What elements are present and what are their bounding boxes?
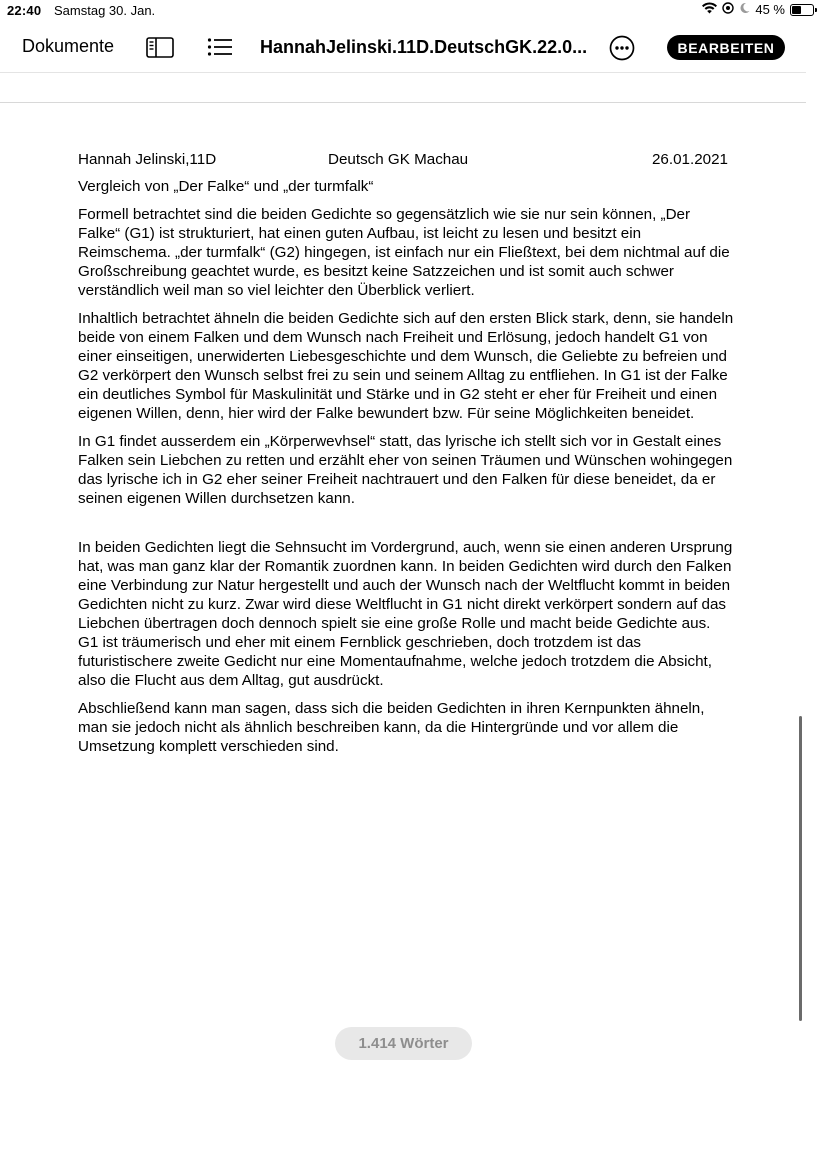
header-date: 26.01.2021 [651, 151, 728, 168]
wifi-icon [702, 2, 717, 17]
paragraph: In beiden Gedichten liegt die Sehnsucht im Vordergrund, auch, wenn sie einen anderen Ursprung hat, was man ganz klar der Romantik zuordnen kann. In beiden Gedichten wird durch den Falken eine Verbindung zur Natur hergestellt und auch der Wunsch nach der Weltflucht kommt in beiden Gedichten nicht zu kurz. Zwar wird diese Weltflucht in G1 nicht direkt verkörpert sondern auf das Liebchen übertragen doch dennoch spielt sie eine große Rolle und macht beide Gedichte aus. G1 ist träumerisch und eher mit einem Fernblick geschrieben, doch trotzdem ist das futuristischere zweite Gedicht nur eine Momentaufnahme, welche jedoch trotzdem die Absicht, also die Flucht aus dem Alltag, gut ausdrückt. [78, 539, 733, 689]
list-icon[interactable] [207, 37, 233, 57]
document-toolbar [0, 24, 828, 70]
document-body[interactable] [78, 150, 734, 756]
status-date: Samstag 30. Jan. [54, 3, 156, 18]
toolbar-divider [0, 72, 806, 73]
documents-back-button[interactable]: Dokumente [22, 36, 115, 56]
moon-icon [739, 2, 750, 17]
sidebar-icon[interactable] [146, 37, 174, 58]
page-divider [0, 102, 806, 103]
header-course: Deutsch GK Machau [328, 151, 469, 168]
status-time: 22:40 [7, 3, 42, 18]
paragraph: Formell betrachtet sind die beiden Gedichte so gegensätzlich wie sie nur sein können, „Der Falke“ (G1) ist strukturiert, hat einen guten Aufbau, ist leicht zu lesen und besitzt ein Reimschema. „der turmfalk“ (G2) hingegen, ist einfach nur ein Fließtext, bei dem nichtmal auf die Großschreibung geachtet wurde, es besitzt keine Satzzeichen und ist somit auch schwer verständlich weil man so viel leichter den Überblick verliert. [78, 206, 730, 299]
document-header [78, 150, 734, 170]
document-heading: Vergleich von „Der Falke“ und „der turmfalk“ [78, 178, 374, 195]
battery-level [792, 6, 801, 14]
paragraph: In G1 findet ausserdem ein „Körperwevhsel“ statt, das lyrische ich stellt sich vor in Gestalt eines Falken sein Liebchen zu retten und erzählt eher von seinen Träumen und Wünschen wohingegen das lyrische ich in G2 eher seiner Freiheit nachtrauert und den Falken für diese beneidet, da er seinen eigenen Willen durchsetzen kann. [78, 433, 733, 507]
status-indicators [702, 2, 814, 17]
paragraph: Inhaltlich betrachtet ähneln die beiden Gedichte sich auf den ersten Blick stark, denn, sie handeln beide von einem Falken und dem Wunsch nach Freiheit und Erlösung, jedoch handelt G1 von einer einseitigen, unerwiderten Liebesgeschichte und dem Wunsch, die Geliebte zu befreien und G2 verkörpert den Wunsch selbst frei zu sein und seinem Alltag zu entfliehen. In G1 ist der Falke ein deutliches Symbol für Maskulinität und Stärke und in G2 steht er eher für Freiheit und einen eigenen Willen, denn, hier wird der Falke bewundert bzw. Für seine Möglichkeiten beneidet. [78, 310, 734, 422]
word-count-badge[interactable]: 1.414 Wörter [335, 1027, 472, 1060]
vertical-scrollbar[interactable] [799, 716, 802, 1021]
status-bar [0, 0, 828, 22]
header-author: Hannah Jelinski,11D [78, 151, 217, 168]
battery-cap [815, 8, 817, 12]
edit-button[interactable]: BEARBEITEN [667, 35, 785, 60]
more-icon[interactable] [609, 35, 635, 61]
location-icon [722, 2, 734, 17]
battery-percent: 45 % [755, 2, 785, 17]
paragraph: Abschließend kann man sagen, dass sich die beiden Gedichten in ihren Kernpunkten ähneln, man sie jedoch nicht als ähnlich beschreiben kann, da die Hintergründe und vor allem die Umsetzung komplett verschieden sind. [78, 700, 705, 755]
document-title: HannahJelinski.11D.DeutschGK.22.0... [260, 37, 588, 57]
battery-icon [790, 4, 814, 16]
